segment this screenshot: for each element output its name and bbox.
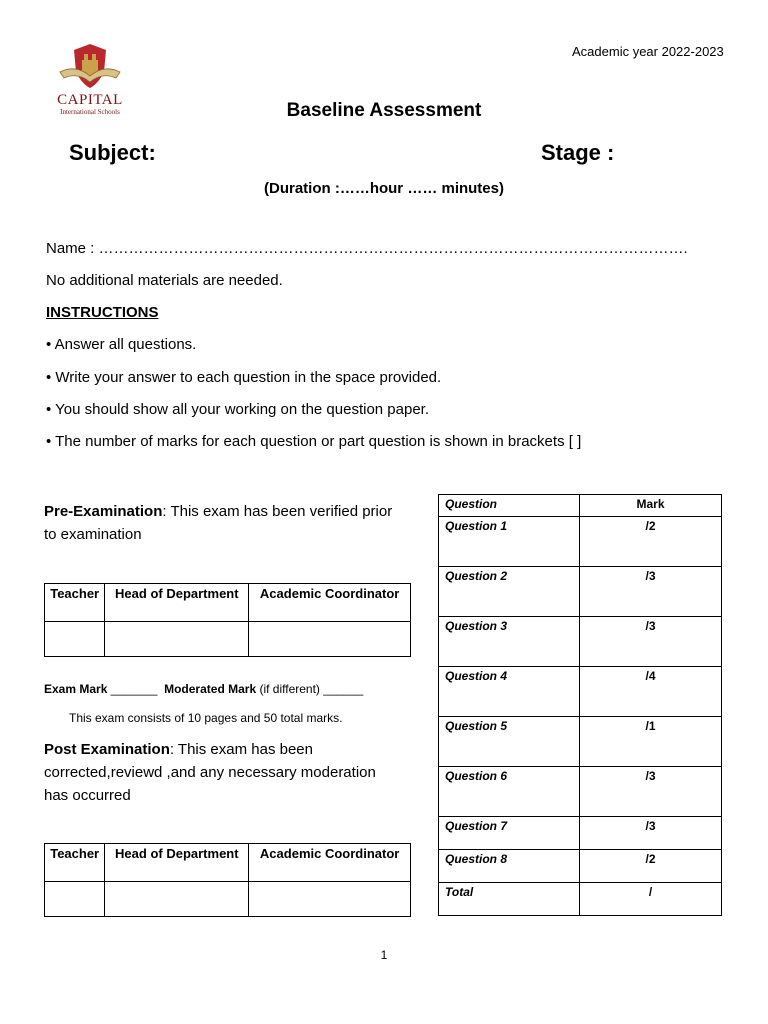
mark-cell[interactable]: /3 xyxy=(580,767,722,817)
teacher-header: Teacher xyxy=(45,584,105,622)
page-title: Baseline Assessment xyxy=(286,100,482,121)
subject-label: Subject: xyxy=(69,140,156,165)
instruction-item: • Answer all questions. xyxy=(46,336,197,353)
mark-cell[interactable]: /4 xyxy=(580,667,722,717)
post-exam-note xyxy=(44,738,404,807)
post-exam-text: : This exam has been corrected,reviewd ,and any necessary moderation has occurred xyxy=(44,741,376,804)
logo-title: CAPITAL xyxy=(57,92,123,108)
instruction-item: • The number of marks for each question or part question is shown in brackets [ ] xyxy=(46,433,582,450)
total-cell: Total xyxy=(439,883,580,916)
exam-mark-blank: _______ xyxy=(107,682,165,696)
instructions-heading: INSTRUCTIONS xyxy=(46,304,159,321)
hod-signature-cell[interactable] xyxy=(105,622,249,657)
question-cell: Question 1 xyxy=(439,517,580,567)
academic-coordinator-header: Academic Coordinator xyxy=(249,844,411,882)
exam-mark-line xyxy=(44,682,363,696)
head-of-department-header: Head of Department xyxy=(105,844,249,882)
question-cell: Question 2 xyxy=(439,567,580,617)
pre-exam-signature-table xyxy=(44,583,411,657)
question-cell: Question 8 xyxy=(439,850,580,883)
question-column-header: Question xyxy=(439,495,580,517)
post-exam-label: Post Examination xyxy=(44,741,170,758)
question-cell: Question 6 xyxy=(439,767,580,817)
teacher-signature-cell[interactable] xyxy=(45,622,105,657)
exam-summary: This exam consists of 10 pages and 50 total marks. xyxy=(69,711,343,725)
table-row xyxy=(439,883,722,916)
table-row xyxy=(439,567,722,617)
mark-cell[interactable]: /3 xyxy=(580,817,722,850)
moderated-mark-note: (if different) ______ xyxy=(256,682,364,696)
academic-year: Academic year 2022-2023 xyxy=(572,44,724,59)
question-cell: Question 7 xyxy=(439,817,580,850)
question-cell: Question 3 xyxy=(439,617,580,667)
stage-label: Stage : xyxy=(541,140,615,165)
table-row xyxy=(439,767,722,817)
logo-subtitle: International Schools xyxy=(60,108,120,116)
table-row xyxy=(439,717,722,767)
mark-cell[interactable]: /2 xyxy=(580,517,722,567)
page-number: 1 xyxy=(380,948,388,962)
instruction-item: • Write your answer to each question in the space provided. xyxy=(46,369,442,386)
question-cell: Question 5 xyxy=(439,717,580,767)
head-of-department-header: Head of Department xyxy=(105,584,249,622)
total-mark-cell[interactable]: / xyxy=(580,883,722,916)
mark-cell[interactable]: /1 xyxy=(580,717,722,767)
mark-cell[interactable]: /3 xyxy=(580,567,722,617)
academic-coordinator-header: Academic Coordinator xyxy=(249,584,411,622)
table-row xyxy=(439,850,722,883)
table-row xyxy=(439,617,722,667)
table-row xyxy=(439,517,722,567)
mark-column-header: Mark xyxy=(580,495,722,517)
table-row xyxy=(439,667,722,717)
pre-exam-label: Pre-Examination xyxy=(44,503,163,520)
mark-cell[interactable]: /3 xyxy=(580,617,722,667)
pre-exam-note xyxy=(44,500,404,546)
moderated-mark-label: Moderated Mark xyxy=(164,682,257,696)
pre-exam-text: : This exam has been verified prior to examination xyxy=(44,503,393,543)
no-materials-note: No additional materials are needed. xyxy=(46,272,283,289)
name-line: Name : ………………………………………………………………………………………………………. xyxy=(46,240,688,257)
marks-table xyxy=(438,494,722,916)
duration-line: (Duration :……hour …… minutes) xyxy=(264,180,504,197)
teacher-signature-cell[interactable] xyxy=(45,882,105,917)
coordinator-signature-cell[interactable] xyxy=(249,882,411,917)
crest-icon xyxy=(46,42,134,94)
teacher-header: Teacher xyxy=(45,844,105,882)
exam-mark-label: Exam Mark xyxy=(44,682,108,696)
question-cell: Question 4 xyxy=(439,667,580,717)
table-row xyxy=(439,817,722,850)
instruction-item: • You should show all your working on the question paper. xyxy=(46,401,430,418)
post-exam-signature-table xyxy=(44,843,411,917)
mark-cell[interactable]: /2 xyxy=(580,850,722,883)
hod-signature-cell[interactable] xyxy=(105,882,249,917)
coordinator-signature-cell[interactable] xyxy=(249,622,411,657)
